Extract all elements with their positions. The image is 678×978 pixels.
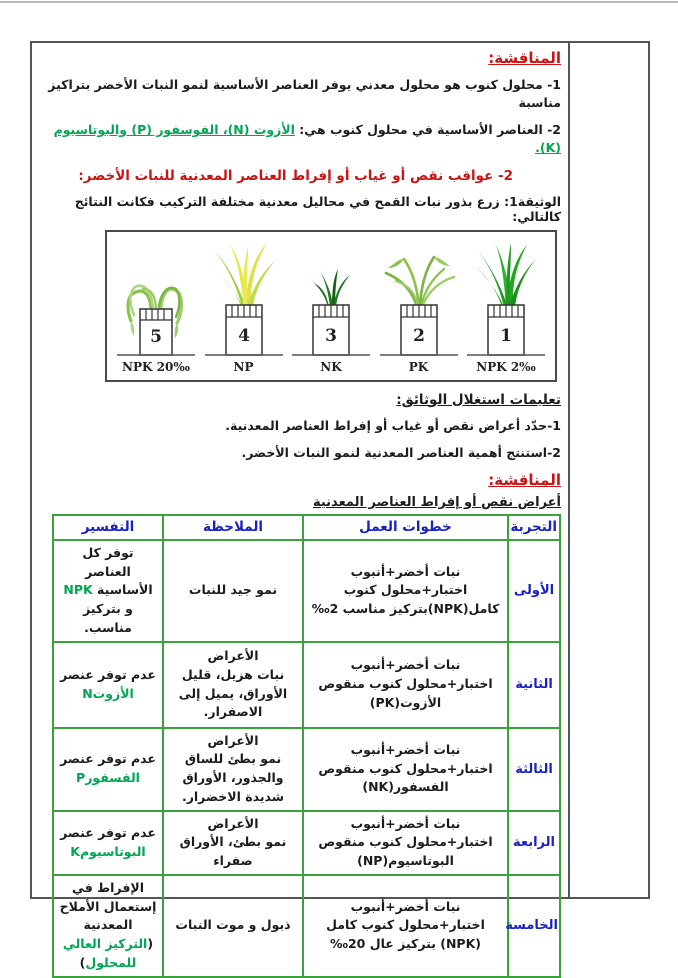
table-row [53, 728, 560, 811]
discussion-heading-1: المناقشة: [488, 49, 561, 67]
pot-unit-3 [288, 241, 374, 374]
trial-name: الثانية [508, 642, 560, 728]
symptoms-label: الأعراض [207, 815, 259, 831]
pot-unit-4 [201, 241, 287, 374]
exploitation-instructions-title: تعليمات استغلال الوثائق: [396, 391, 561, 408]
interpretation-cell [53, 540, 163, 642]
header-steps: خطوات العمل [303, 515, 508, 540]
pot-solution-label: NPK 20‰ [122, 359, 190, 374]
margin-divider-line [568, 43, 570, 897]
interpretation-cell [53, 875, 163, 977]
sparse-plant-illustration [376, 241, 462, 359]
trial-name: الخامسة [508, 875, 560, 977]
point-2-prefix: 2- العناصر الأساسية في محلول كنوب هي: [294, 122, 561, 138]
table-row [53, 875, 560, 977]
interp-element-highlight: التركيز العالي للمحلول [62, 936, 148, 970]
steps-cell: نبات أخضر+أنبوب اختبار+محلول كنوب منقوص الأزوت(PK) [303, 642, 508, 728]
pot-number: 2 [412, 325, 425, 346]
yellowing-plant-illustration [201, 241, 287, 359]
document-1-label: الوثيقة1: [504, 193, 561, 209]
interp-element-highlight: NPK [63, 582, 93, 598]
symptoms-text: نمو بطئ للساق والجذور، الأوراق شديدة الاخضرار. [181, 751, 285, 804]
interp-element-highlight: البوتاسيومK [70, 843, 146, 859]
interp-text: عدم توفر عنصر [60, 666, 156, 682]
pot-unit-2 [376, 241, 462, 374]
interpretation-cell [53, 642, 163, 728]
interp-text: الإفراط في إستعمال الأملاح المعدنية ( [59, 879, 157, 951]
pot-number: 3 [325, 325, 337, 346]
observation-cell: ذبول و موت النبات [163, 875, 303, 977]
pot-unit-1 [463, 241, 549, 374]
symptoms-text: نبات هزيل، قليل الأوراق، يميل إلى الاصفرار. [178, 666, 288, 720]
trial-name: الرابعة [508, 811, 560, 875]
symptoms-label: الأعراض [207, 648, 259, 663]
scan-edge-line [0, 1, 678, 3]
instruction-item-1: 1-حدّد أعراض نقص أو غياب أو إفراط العناصر المعدنية. [225, 417, 561, 433]
table-row [53, 540, 560, 642]
point-1-knop-solution: 1- محلول كنوب هو محلول معدني يوفر العناصر الأساسية لنمو النبات الأخضر بتراكيز مناسبة [48, 77, 561, 111]
steps-cell: نبات أخضر+أنبوب اختبار+محلول كنوب منقوص البوتاسيوم(NP) [303, 811, 508, 875]
table-row [53, 642, 560, 728]
interp-element-highlight: الأزوتN [82, 685, 134, 701]
experiments-table [52, 514, 561, 978]
stunted-dark-plant-illustration [288, 241, 374, 359]
interpretation-cell [53, 811, 163, 875]
instruction-item-2: 2-استنتج أهمية العناصر المعدنية لنمو النبات الأخضر. [241, 444, 561, 460]
table-header-row [53, 515, 560, 540]
interp-text: توفر كل العناصر الأساسية [82, 544, 153, 598]
interpretation-cell [53, 728, 163, 811]
steps-cell: نبات أخضر+أنبوب اختبار+محلول كنوب منقوص الفسفور(NK) [303, 728, 508, 811]
wilted-plant-illustration [113, 241, 199, 359]
symptoms-label: الأعراض [207, 732, 259, 748]
page-frame [30, 41, 650, 970]
header-observation: الملاحظة [163, 515, 303, 540]
pot-number: 5 [150, 326, 162, 347]
steps-cell: نبات أخضر+أنبوب اختبار+محلول كنوب كامل (NPK) بتركيز عال 20‰ [303, 875, 508, 977]
trial-name: الثالثة [508, 728, 560, 811]
document-1-text: زرع بذور نبات القمح في محاليل معدنية مختلفة التركيب فكانت النتائج كالتالي: [74, 193, 561, 224]
header-interpretation: التفسير [53, 515, 163, 540]
observation-cell [163, 728, 303, 811]
interp-element-highlight: الفسفورP [76, 770, 140, 785]
observation-cell [163, 642, 303, 728]
healthy-plant-illustration [463, 241, 549, 359]
pot-number: 1 [500, 325, 512, 346]
interp-text: عدم توفر عنصر [60, 824, 156, 840]
pot-unit-5 [113, 241, 199, 374]
header-trial: التجربة [508, 515, 560, 540]
observation-cell [163, 811, 303, 875]
symptoms-text: نمو بطئ، الأوراق صفراء [179, 834, 287, 868]
table-row [53, 811, 560, 875]
observation-cell: نمو جيد للنبات [163, 540, 303, 642]
wheat-pots-figure [105, 230, 557, 382]
interp-text: و بتركيز مناسب. [83, 601, 133, 635]
symptoms-table-subtitle: أعراض نقص أو إفراط العناصر المعدنية [312, 494, 561, 510]
point-2-elements-list: الأزوت (N)، الفوسفور (P) والبوتاسيوم (K). [53, 122, 561, 156]
document-1-caption [36, 194, 561, 224]
pot-solution-label: PK [408, 359, 429, 374]
trial-name: الأولى [508, 540, 560, 642]
interp-text: ) [79, 954, 86, 970]
pot-solution-label: NPK 2‰ [476, 359, 536, 374]
steps-cell: نبات أخضر+أنبوب اختبار+محلول كنوب كامل(NPK)بتركيز مناسب 2‰ [303, 540, 508, 642]
pot-solution-label: NK [320, 359, 342, 374]
consequences-heading: 2- عواقب نقص أو غياب أو إفراط العناصر المعدنية للنبات الأخضر: [78, 167, 513, 184]
main-content-area [32, 43, 568, 970]
discussion-heading-2: المناقشة: [488, 470, 561, 489]
interp-text: عدم توفر عنصر [60, 751, 156, 767]
pot-number: 4 [237, 325, 250, 346]
pot-solution-label: NP [233, 359, 254, 374]
point-2-essential-elements [36, 121, 561, 157]
